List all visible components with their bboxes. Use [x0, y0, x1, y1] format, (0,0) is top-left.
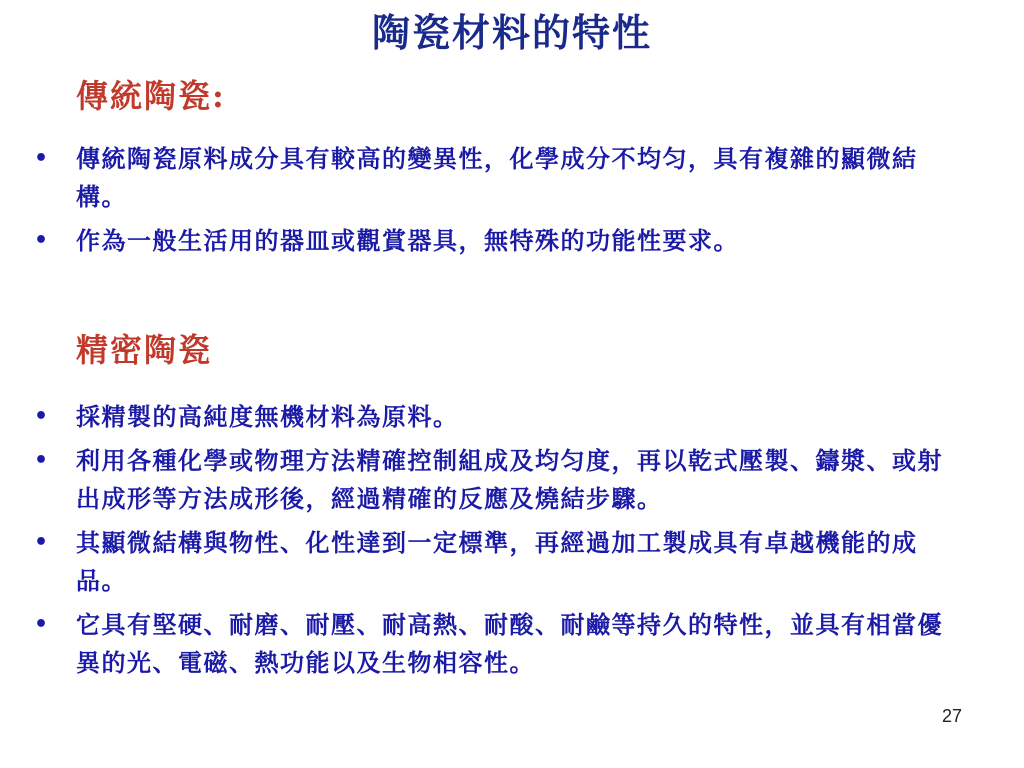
- list-item: [0, 606, 1024, 682]
- bullet-icon: •: [34, 228, 50, 253]
- bullet-icon: •: [34, 146, 50, 171]
- bullet-text: 它具有堅硬、耐磨、耐壓、耐高熱、耐酸、耐鹼等持久的特性，並具有相當優異的光、電磁、熱功能以及生物相容性。: [76, 610, 943, 677]
- bullet-text: 採精製的高純度無機材料為原料。: [76, 402, 459, 431]
- traditional-bullet-list: [0, 140, 1024, 266]
- list-item: [0, 442, 1024, 518]
- list-item: [0, 398, 1024, 436]
- list-item: [0, 524, 1024, 600]
- bullet-icon: •: [34, 612, 50, 637]
- bullet-text: 其顯微結構與物性、化性達到一定標準，再經過加工製成具有卓越機能的成品。: [76, 528, 918, 595]
- fine-ceramics-bullet-list: [0, 398, 1024, 688]
- list-item: [0, 140, 1024, 216]
- section-heading-fine-ceramics: 精密陶瓷: [76, 331, 213, 369]
- bullet-text: 作為一般生活用的器皿或觀賞器具，無特殊的功能性要求。: [76, 226, 739, 255]
- bullet-text: 利用各種化學或物理方法精確控制組成及均匀度，再以乾式壓製、鑄漿、或射出成形等方法成形後，經過精確的反應及燒結步驟。: [76, 446, 943, 513]
- section-heading-traditional: 傳統陶瓷:: [76, 77, 226, 115]
- bullet-icon: •: [34, 448, 50, 473]
- bullet-icon: •: [34, 530, 50, 555]
- list-item: [0, 222, 1024, 260]
- bullet-text: 傳統陶瓷原料成分具有較高的變異性，化學成分不均匀，具有複雜的顯微結構。: [76, 144, 918, 211]
- slide-title: 陶瓷材料的特性: [371, 10, 652, 55]
- bullet-icon: •: [34, 404, 50, 429]
- page-number: 27: [941, 706, 962, 726]
